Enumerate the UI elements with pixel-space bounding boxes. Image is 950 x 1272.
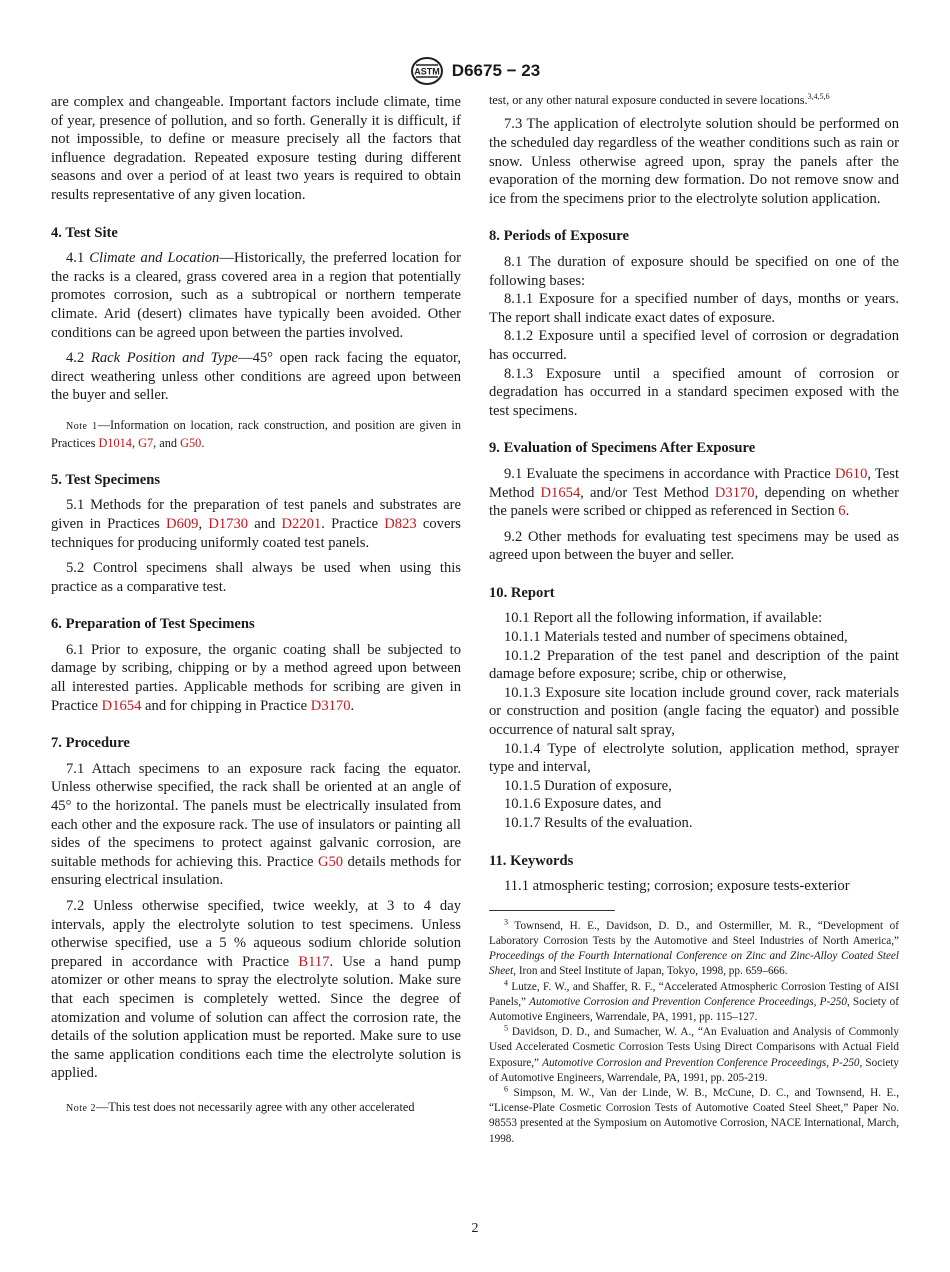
para-8-1-3: 8.1.3 Exposure until a specified amount of corrosion or degradation has occurred in a standard specimen exposed with the test specimens. (489, 365, 899, 419)
section-10-heading: 10. Report (489, 584, 555, 601)
para-7-1: 7.1 Attach specimens to an exposure rack facing the equator. Unless otherwise specified, the rack shall be oriented at an angle of 45° to the horizontal. The panels must be electrically insulated from each other and the exposure rack. The use of insulators or painting all sides of the specimens to protect against galvanic corrosion, are suitable methods for achieving this. Practice G50 details methods for ensuring electrical insulation. (51, 760, 461, 889)
section-5-heading: 5. Test Specimens (51, 471, 161, 488)
section-9-heading: 9. Evaluation of Specimens After Exposure (489, 440, 756, 457)
para-9-2: 9.2 Other methods for evaluating test specimens may be used as agreed upon between the buyer and seller. (489, 528, 899, 564)
left-column (51, 93, 461, 1117)
para-8-1: 8.1 The duration of exposure should be specified on one of the following bases: (489, 253, 899, 289)
link-d1654-eval[interactable]: D1654 (540, 484, 581, 501)
para-9-1: 9.1 Evaluate the specimens in accordance with Practice D610, Test Method D1654, and/or Test Method D3170, depending on whether the panels were scribed or chipped as referenced in Section 6. (489, 465, 900, 520)
link-d3170[interactable]: D3170 (310, 697, 351, 714)
note-1: Note 1—Information on location, rack construction, and position are given in Practices D1014, G7, and G50. (51, 417, 461, 451)
para-5-1: 5.1 Methods for the preparation of test panels and substrates are given in Practices D609, D1730 and D2201. Practice D823 covers techniques for producing uniformly coated test panels. (51, 497, 461, 551)
link-g7[interactable]: G7 (138, 436, 154, 451)
section-4-heading: 4. Test Site (51, 224, 118, 241)
report-item: 10.1.7 Results of the evaluation. (504, 815, 693, 831)
link-d610[interactable]: D610 (834, 465, 868, 482)
para-11-1: 11.1 atmospheric testing; corrosion; exposure tests-exterior (504, 878, 850, 895)
astm-logo-icon (410, 56, 444, 86)
right-column (489, 92, 899, 1147)
para-8-1-1: 8.1.1 Exposure for a specified number of days, months or years. The report shall indicate exact dates of exposure. (489, 291, 899, 326)
para-4-2: 4.2 Rack Position and Type—45° open rack facing the equator, direct weathering unless other conditions are agreed upon between the buyer and seller. (51, 350, 461, 404)
report-item: 10.1.3 Exposure site location include ground cover, rack materials or construction and position (angle facing the equator) and possible occurrence of natural salt spray, (489, 684, 899, 739)
link-d1654[interactable]: D1654 (101, 697, 142, 714)
report-item: 10.1.2 Preparation of the test panel and description of the paint damage before exposure; scribe, chip or otherwise, (489, 647, 899, 683)
intro-paragraph: are complex and changeable. Important factors include climate, time of year, presence of pollution, and so forth. Generally it is difficult, if not impossible, to define or measure precisely all the factors that influence degradation. Repeated exposure testing during different seasons and over a period of at least two years is required to obtain results representative of any given location. (51, 94, 461, 203)
para-7-2: 7.2 Unless otherwise specified, twice weekly, at 3 to 4 day intervals, apply the electrolyte solution to test specimens. Unless otherwise specified, use a 5 % aqueous sodium chloride solution prepared in accordance with Practice B117. Use a hand pump atomizer or other means to spray the electrolyte solution. Make sure that each specimen is completely wetted. Since the degree of atomization and volume of solution can affect the corrosion rate, the details of the solution application must be reported. Make sure to use the same application conditions each time the electrolyte solution is applied. (51, 898, 461, 1082)
svg-text:ASTM: ASTM (414, 66, 440, 77)
link-d823[interactable]: D823 (384, 515, 417, 532)
page-number: 2 (471, 1221, 479, 1236)
para-8-1-2: 8.1.2 Exposure until a specified level of corrosion or degradation has occurred. (489, 328, 899, 363)
report-item: 10.1.1 Materials tested and number of specimens obtained, (504, 629, 848, 646)
link-d609[interactable]: D609 (166, 515, 199, 532)
link-d3170-eval[interactable]: D3170 (714, 484, 755, 501)
footnote-rule (489, 910, 615, 911)
link-d2201[interactable]: D2201 (281, 515, 322, 532)
para-5-2: 5.2 Control specimens shall always be used when using this practice as a comparative test. (51, 560, 461, 595)
para-4-1: 4.1 Climate and Location—Historically, the preferred location for the racks is a cleared, grass covered area in a region that potentially promotes corrosion, such as a subtropical or northern temperate climate. Arid (desert) climates have typically been avoided. Other conditions can be agreed upon between the parties involved. (51, 250, 462, 341)
footnote-4: $^4$ Lutze, F. W., and Shaffer, R. F., “Accelerated Atmospheric Corrosion Testing of AISI Panels,” Automotive Corrosion and Prevention Conference Proceedings, P-250, Society of Automotive Engineers, Warrendale, PA, 1991, pp. 115–127. (489, 977, 899, 1023)
page-header (0, 56, 950, 86)
section-8-heading: 8. Periods of Exposure (489, 228, 629, 245)
footnote-3: $^3$ Townsend, H. E., Davidson, D. D., and Ostermiller, M. R., “Development of Laboratory Corrosion Tests by the Automotive and Steel Industries of North America,” Proceedings of the Fourth International Conference on Zinc and Zinc-Alloy Coated Steel Sheet, Iron and Steel Institute of Japan, Tokyo, 1998, pp. 659–666. (489, 917, 899, 978)
link-section-6[interactable]: 6 (838, 503, 846, 520)
section-7-heading: 7. Procedure (51, 735, 130, 752)
note-2: Note 2—This test does not necessarily agree with any other accelerated (66, 1099, 415, 1114)
link-d1730[interactable]: D1730 (208, 515, 249, 532)
report-item: 10.1.6 Exposure dates, and (504, 796, 662, 813)
link-g50-procedure[interactable]: G50 (317, 853, 344, 870)
link-b117[interactable]: B117 (298, 953, 330, 970)
para-10-1: 10.1 Report all the following information, if available: (504, 610, 823, 627)
footnote-5: $^5$ Davidson, D. D., and Sumacher, W. A., “An Evaluation and Analysis of Commonly Used Accelerated Cosmetic Corrosion Tests Using Direct Comparisons with Actual Field Exposure,” Automotive Corrosion and Prevention Conference Proceedings, P-250, Society of Automotive Engineers, Warrendale, PA, 1991, pp. 205-219. (489, 1023, 899, 1084)
standard-designation: D6675 − 23 (451, 61, 541, 80)
section-11-heading: 11. Keywords (489, 852, 574, 869)
report-item: 10.1.5 Duration of exposure, (504, 777, 672, 794)
link-d1014[interactable]: D1014 (98, 436, 132, 451)
report-item: 10.1.4 Type of electrolyte solution, application method, sprayer type and interval, (489, 740, 899, 776)
note-2-continued: test, or any other natural exposure conducted in severe locations.$^{3,4,5,6}$ (489, 91, 830, 107)
footnote-6: $^6$ Simpson, M. W., Van der Linde, W. B., McCune, D. C., and Townsend, H. E., “License-Plate Cosmetic Corrosion Tests of Automotive Coated Steel Sheet,” Paper No. 98553 presented at the Symposium on Automotive Corrosion, NACE International, March, 1998. (489, 1084, 899, 1145)
para-6-1: 6.1 Prior to exposure, the organic coating shall be subjected to damage by scribing, chipping or by a method agreed upon between all interested parties. Applicable methods for scribing are given in Practice D1654 and for chipping in Practice D3170. (51, 641, 461, 714)
section-6-heading: 6. Preparation of Test Specimens (51, 616, 255, 633)
para-7-3: 7.3 The application of electrolyte solution should be performed on the scheduled day regardless of the weather conditions such as rain or snow. Unless otherwise agreed upon, spray the panels after the evaporation of the morning dew formation. Do not remove snow and ice from the specimens prior to the electrolyte solution application. (489, 116, 899, 207)
link-g50[interactable]: G50 (180, 436, 202, 451)
